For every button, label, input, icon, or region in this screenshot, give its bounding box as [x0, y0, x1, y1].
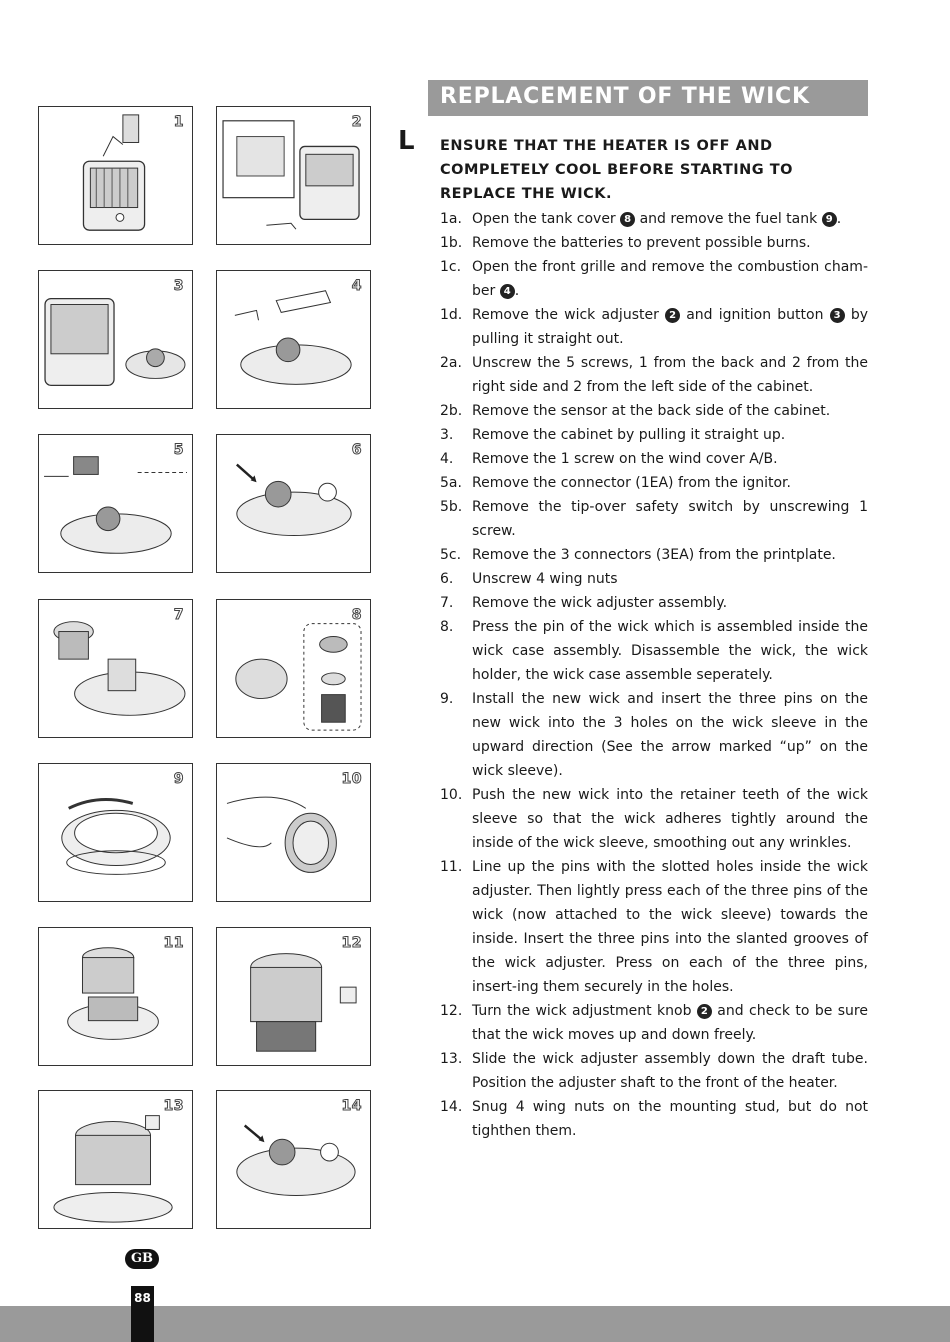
figure-number: 2	[351, 114, 362, 130]
instruction-step	[440, 615, 868, 687]
instruction-step	[440, 495, 868, 543]
step-number: 8.	[440, 619, 454, 635]
step-number: 1a.	[440, 211, 462, 227]
wick-install-illustration	[39, 764, 192, 901]
figure-8	[216, 599, 371, 738]
figure-number: 8	[351, 607, 362, 623]
step-number: 9.	[440, 691, 454, 707]
figure-9	[38, 763, 193, 902]
heater-tank-illustration	[39, 107, 192, 244]
instruction-step	[440, 687, 868, 783]
step-text	[472, 495, 868, 543]
step-text	[472, 447, 868, 471]
step-text	[472, 687, 868, 783]
figure-13	[38, 1090, 193, 1229]
step-text-segment: Remove the tip-over safety switch by unscrewing 1 screw.	[472, 499, 868, 539]
step-number: 14.	[440, 1099, 463, 1115]
step-text-segment: and remove the fuel tank	[635, 211, 822, 227]
instruction-step	[440, 231, 868, 255]
part-number-icon: 8	[620, 212, 635, 227]
figure-number: 13	[163, 1098, 184, 1114]
step-text-segment: .	[514, 283, 520, 299]
instruction-steps	[440, 207, 868, 1143]
part-number-icon: 3	[830, 308, 845, 323]
step-text-segment: Unscrew the 5 screws, 1 from the back and 2 from the right side and 2 from the left side of the cabinet.	[472, 355, 868, 395]
step-text	[472, 303, 868, 351]
step-text	[472, 999, 868, 1047]
step-text	[472, 1047, 868, 1095]
instruction-step	[440, 591, 868, 615]
part-number-icon: 4	[500, 284, 515, 299]
step-text-segment: Remove the connector (1EA) from the ignitor.	[472, 475, 791, 491]
step-text-segment: Snug 4 wing nuts on the mounting stud, but do not tighthen them.	[472, 1099, 868, 1139]
figure-4	[216, 270, 371, 409]
figure-3	[38, 270, 193, 409]
step-text	[472, 399, 868, 423]
figure-number: 7	[173, 607, 184, 623]
step-text	[472, 591, 868, 615]
step-number: 1b.	[440, 235, 463, 251]
instruction-step	[440, 1047, 868, 1095]
figure-number: 9	[173, 771, 184, 787]
connectors-illustration	[39, 435, 192, 572]
instruction-step	[440, 303, 868, 351]
step-number: 5a.	[440, 475, 462, 491]
figure-2	[216, 106, 371, 245]
step-text-segment: Line up the pins with the slotted holes inside the wick adjuster. Then lightly press each of the three pins of the wick (now attached to the wick sleeve) towards the inside. Insert the three pins into the slanted grooves of the wick adjuster. Press on each of the three pins, insert-ing them securely in the holes.	[472, 859, 868, 995]
figure-6	[216, 434, 371, 573]
instruction-step	[440, 783, 868, 855]
instruction-step	[440, 207, 868, 231]
step-number: 2a.	[440, 355, 462, 371]
language-badge: GB	[125, 1249, 159, 1269]
figure-number: 4	[351, 278, 362, 294]
step-text-segment: Open the front grille and remove the combustion cham-ber	[472, 259, 868, 299]
wing-nuts-illustration	[217, 435, 370, 572]
step-text	[472, 783, 868, 855]
step-text-segment: Open the tank cover	[472, 211, 621, 227]
step-text-segment: Remove the sensor at the back side of the cabinet.	[472, 403, 831, 419]
instruction-step	[440, 399, 868, 423]
safety-warning: ENSURE THAT THE HEATER IS OFF AND COMPLETELY COOL BEFORE STARTING TO REPLACE THE WICK.	[440, 138, 793, 202]
step-text	[472, 423, 868, 447]
step-number: 5b.	[440, 499, 463, 515]
figure-number: 6	[351, 442, 362, 458]
page-number: 88	[134, 1291, 151, 1305]
instruction-step	[440, 423, 868, 447]
figure-12	[216, 927, 371, 1066]
page-title: REPLACEMENT OF THE WICK	[440, 84, 810, 109]
instruction-step	[440, 543, 868, 567]
step-text-segment: Install the new wick and insert the three pins on the new wick into the 3 holes on the wick sleeve in the upward direction (See the arrow marked “up” on the wick sleeve).	[472, 691, 868, 779]
step-text-segment: Turn the wick adjustment knob	[472, 1003, 697, 1019]
figure-number: 11	[163, 935, 184, 951]
part-number-icon: 2	[697, 1004, 712, 1019]
step-number: 1c.	[440, 259, 462, 275]
wick-adjuster-removal-illustration	[39, 600, 192, 737]
step-text	[472, 351, 868, 399]
page-number-tab	[131, 1286, 154, 1342]
figure-number: 5	[173, 442, 184, 458]
part-number-icon: 2	[665, 308, 680, 323]
step-text	[472, 567, 868, 591]
step-number: 2b.	[440, 403, 463, 419]
step-text-segment: Remove the 1 screw on the wind cover A/B.	[472, 451, 778, 467]
instruction-step	[440, 255, 868, 303]
step-text-segment: Remove the cabinet by pulling it straight up.	[472, 427, 786, 443]
step-number: 1d.	[440, 307, 463, 323]
step-text	[472, 543, 868, 567]
instruction-step	[440, 855, 868, 999]
step-text	[472, 471, 868, 495]
step-number: 10.	[440, 787, 463, 803]
figure-14	[216, 1090, 371, 1229]
step-text	[472, 231, 868, 255]
figure-10	[216, 763, 371, 902]
figure-number: 10	[341, 771, 362, 787]
step-text	[472, 207, 868, 231]
step-text	[472, 255, 868, 303]
step-text-segment: .	[836, 211, 842, 227]
section-title-bar	[428, 80, 868, 116]
step-number: 5c.	[440, 547, 462, 563]
step-number: 3.	[440, 427, 454, 443]
step-number: 12.	[440, 1003, 463, 1019]
step-number: 13.	[440, 1051, 463, 1067]
instruction-step	[440, 1095, 868, 1143]
figure-number: 12	[341, 935, 362, 951]
step-text	[472, 615, 868, 687]
step-text	[472, 1095, 868, 1143]
instruction-step	[440, 471, 868, 495]
instruction-step	[440, 567, 868, 591]
step-text-segment: Slide the wick adjuster assembly down the draft tube. Position the adjuster shaft to the front of the heater.	[472, 1051, 868, 1091]
step-text-segment: Remove the 3 connectors (3EA) from the printplate.	[472, 547, 836, 563]
step-text-segment: Push the new wick into the retainer teeth of the wick sleeve so that the wick adheres tightly around the inside of the wick sleeve, smoothing out any wrinkles.	[472, 787, 868, 851]
figure-number: 1	[173, 114, 184, 130]
step-number: 4.	[440, 451, 454, 467]
figure-number: 3	[173, 278, 184, 294]
section-letter: L	[398, 126, 415, 156]
step-text	[472, 855, 868, 999]
figure-1	[38, 106, 193, 245]
step-text-segment: Press the pin of the wick which is assembled inside the wick case assembly. Disassemble the wick, the wick holder, the wick case assemble seperately.	[472, 619, 868, 683]
step-number: 6.	[440, 571, 454, 587]
step-text-segment: Remove the wick adjuster	[472, 307, 666, 323]
heater-cabinet-illustration	[39, 271, 192, 408]
figure-5	[38, 434, 193, 573]
heater-sensor-illustration	[217, 107, 370, 244]
step-text-segment: Unscrew 4 wing nuts	[472, 571, 618, 587]
figure-7	[38, 599, 193, 738]
step-text-segment: and ignition button	[680, 307, 830, 323]
figure-number: 14	[341, 1098, 362, 1114]
instruction-step	[440, 999, 868, 1047]
step-text-segment: by pulling it straight out.	[472, 307, 868, 347]
instruction-step	[440, 351, 868, 399]
part-number-icon: 9	[822, 212, 837, 227]
step-number: 11.	[440, 859, 463, 875]
figure-11	[38, 927, 193, 1066]
step-number: 7.	[440, 595, 454, 611]
wick-disassembly-illustration	[217, 600, 370, 737]
wind-cover-illustration	[217, 271, 370, 408]
step-text-segment: Remove the batteries to prevent possible burns.	[472, 235, 811, 251]
step-text-segment: Remove the wick adjuster assembly.	[472, 595, 728, 611]
step-text-segment: and check to be sure that the wick moves up and down freely.	[472, 1003, 868, 1043]
instruction-step	[440, 447, 868, 471]
